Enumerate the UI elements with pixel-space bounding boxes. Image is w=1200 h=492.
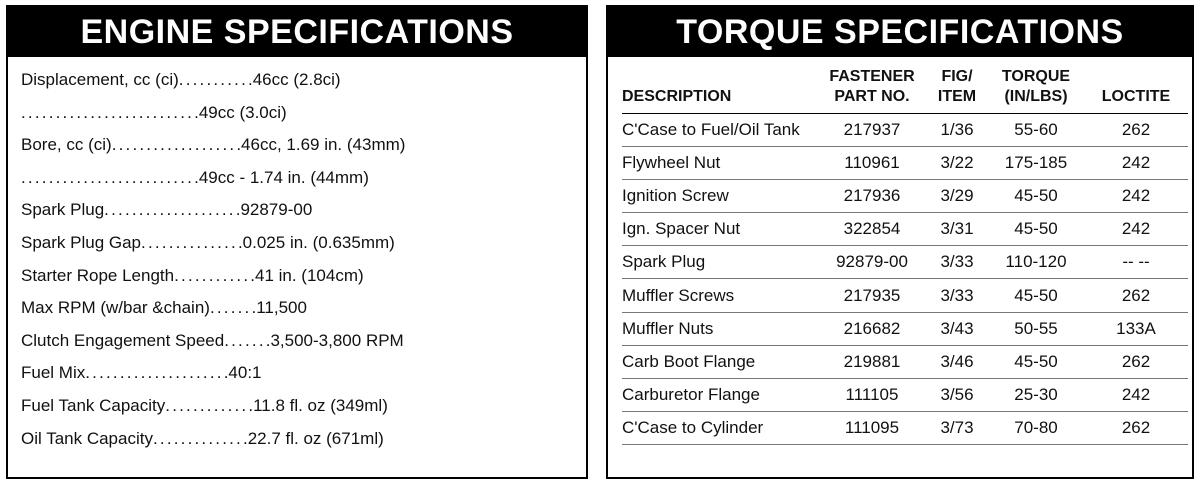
cell-description: Carb Boot Flange (622, 345, 818, 378)
cell-torque: 45-50 (988, 213, 1084, 246)
cell-fig-item: 3/43 (926, 312, 988, 345)
cell-torque: 45-50 (988, 345, 1084, 378)
engine-specifications-panel (6, 5, 588, 479)
spec-label: Bore, cc (ci) (21, 135, 112, 155)
spec-label: Spark Plug (21, 200, 105, 220)
cell-fig-item: 3/22 (926, 147, 988, 180)
spec-leader-dots: .................... (85, 363, 224, 383)
spec-label: Displacement, cc (ci) (21, 70, 179, 89)
spec-value: .40:1 (223, 363, 262, 383)
spec-value: .49cc (3.0ci) (194, 102, 287, 122)
spec-row (21, 325, 580, 358)
cell-fig-item: 3/46 (926, 345, 988, 378)
header-part-line2: PART NO. (834, 88, 910, 105)
table-row (622, 114, 1188, 147)
spec-leader-dots: ......................... (21, 102, 195, 122)
cell-description: Carburetor Flange (622, 378, 818, 411)
cell-description: Muffler Screws (622, 279, 818, 312)
cell-loctite: 133A (1084, 312, 1188, 345)
spec-value: .49cc - 1.74 in. (44mm) (194, 167, 369, 187)
spec-row (21, 227, 580, 260)
cell-description: C'Case to Fuel/Oil Tank (622, 114, 818, 147)
cell-part-number: 322854 (818, 213, 926, 246)
header-loctite (1084, 67, 1188, 114)
table-row (622, 246, 1188, 279)
cell-description: Flywheel Nut (622, 147, 818, 180)
cell-fig-item: 3/31 (926, 213, 988, 246)
cell-part-number: 92879-00 (818, 246, 926, 279)
spec-value: .92879-00 (235, 200, 313, 220)
spec-row (21, 194, 580, 227)
torque-table-header-row (622, 67, 1188, 114)
header-part-line1: FASTENER (829, 68, 915, 85)
spec-row (21, 129, 580, 162)
cell-torque: 110-120 (988, 246, 1084, 279)
table-row (622, 147, 1188, 180)
cell-fig-item: 3/33 (926, 279, 988, 312)
cell-fig-item: 3/33 (926, 246, 988, 279)
cell-part-number: 111095 (818, 411, 926, 444)
cell-description: Ign. Spacer Nut (622, 213, 818, 246)
table-row (622, 378, 1188, 411)
header-description (622, 67, 818, 114)
cell-loctite: 242 (1084, 378, 1188, 411)
spec-row (21, 260, 580, 293)
cell-description: C'Case to Cylinder (622, 411, 818, 444)
cell-torque: 45-50 (988, 279, 1084, 312)
cell-fig-item: 1/36 (926, 114, 988, 147)
spec-label: Fuel Tank Capacity (21, 395, 166, 415)
cell-part-number: 217936 (818, 180, 926, 213)
spec-leader-dots: ................... (104, 200, 236, 220)
spec-label: Fuel Mix (21, 363, 86, 383)
header-part-number (818, 67, 926, 114)
cell-part-number: 216682 (818, 312, 926, 345)
cell-torque: 70-80 (988, 411, 1084, 444)
spec-leader-dots: ...... (224, 330, 266, 350)
cell-torque: 50-55 (988, 312, 1084, 345)
spec-leader-dots: ......................... (21, 167, 195, 187)
spec-row (21, 390, 580, 423)
cell-fig-item: 3/56 (926, 378, 988, 411)
spec-value: .46cc, 1.69 in. (43mm) (236, 135, 406, 155)
cell-loctite: 262 (1084, 114, 1188, 147)
spec-value: .11.8 fl. oz (349ml) (248, 395, 388, 415)
table-row (622, 312, 1188, 345)
cell-loctite: 262 (1084, 279, 1188, 312)
cell-fig-item: 3/29 (926, 180, 988, 213)
header-fig-line2: ITEM (937, 88, 977, 105)
torque-specifications-title: TORQUE SPECIFICATIONS (608, 7, 1192, 57)
spec-value: .3,500-3,800 RPM (265, 330, 404, 350)
spec-label: Starter Rope Length (21, 265, 175, 285)
spec-value: .41 in. (104cm) (250, 265, 364, 285)
cell-loctite: 262 (1084, 345, 1188, 378)
cell-loctite: 242 (1084, 147, 1188, 180)
header-loctite-label: LOCTITE (1101, 88, 1171, 105)
header-fig-item (926, 67, 988, 114)
spec-row (21, 64, 580, 97)
header-torque (988, 67, 1084, 114)
cell-torque: 25-30 (988, 378, 1084, 411)
cell-loctite: 242 (1084, 180, 1188, 213)
engine-specifications-title: ENGINE SPECIFICATIONS (8, 7, 586, 57)
header-torque-line2: (IN/LBS) (1004, 88, 1068, 105)
cell-loctite: 242 (1084, 213, 1188, 246)
cell-part-number: 110961 (818, 147, 926, 180)
spec-value: .46cc (2.8ci) (248, 70, 341, 89)
table-row (622, 279, 1188, 312)
cell-part-number: 217935 (818, 279, 926, 312)
header-description-label: DESCRIPTION (622, 88, 732, 105)
cell-part-number: 217937 (818, 114, 926, 147)
header-fig-line1: FIG/ (941, 68, 973, 85)
spec-leader-dots: ............. (152, 428, 243, 448)
spec-leader-dots: .................. (111, 135, 237, 155)
spec-leader-dots: .......... (178, 70, 248, 89)
spec-row (21, 423, 580, 456)
spec-value: .0.025 in. (0.635mm) (237, 232, 395, 252)
table-row (622, 213, 1188, 246)
table-row (622, 180, 1188, 213)
torque-table (622, 67, 1188, 445)
header-torque-line1: TORQUE (1001, 68, 1071, 85)
spec-value: .11,500 (251, 298, 307, 318)
cell-loctite: -- -- (1084, 246, 1188, 279)
cell-description: Ignition Screw (622, 180, 818, 213)
spec-label: Max RPM (w/bar &chain) (21, 298, 210, 318)
spec-leader-dots: ............ (165, 395, 249, 415)
torque-specifications-panel (606, 5, 1194, 479)
spec-label: Oil Tank Capacity (21, 428, 153, 448)
cell-torque: 175-185 (988, 147, 1084, 180)
cell-description: Spark Plug (622, 246, 818, 279)
spec-label: Spark Plug Gap (21, 232, 142, 252)
cell-description: Muffler Nuts (622, 312, 818, 345)
table-row (622, 411, 1188, 444)
spec-row (21, 97, 580, 130)
table-row (622, 345, 1188, 378)
cell-torque: 45-50 (988, 180, 1084, 213)
spec-leader-dots: .............. (141, 232, 238, 252)
spec-row (21, 357, 580, 390)
spec-leader-dots: ........... (174, 265, 251, 285)
cell-part-number: 219881 (818, 345, 926, 378)
cell-fig-item: 3/73 (926, 411, 988, 444)
spec-row (21, 292, 580, 325)
spec-row (21, 162, 580, 195)
spec-leader-dots: ...... (209, 298, 252, 318)
cell-torque: 55-60 (988, 114, 1084, 147)
cell-loctite: 262 (1084, 411, 1188, 444)
engine-spec-list (21, 64, 580, 455)
cell-part-number: 111105 (818, 378, 926, 411)
spec-label: Clutch Engagement Speed (21, 330, 225, 350)
spec-value: .22.7 fl. oz (671ml) (242, 428, 384, 448)
